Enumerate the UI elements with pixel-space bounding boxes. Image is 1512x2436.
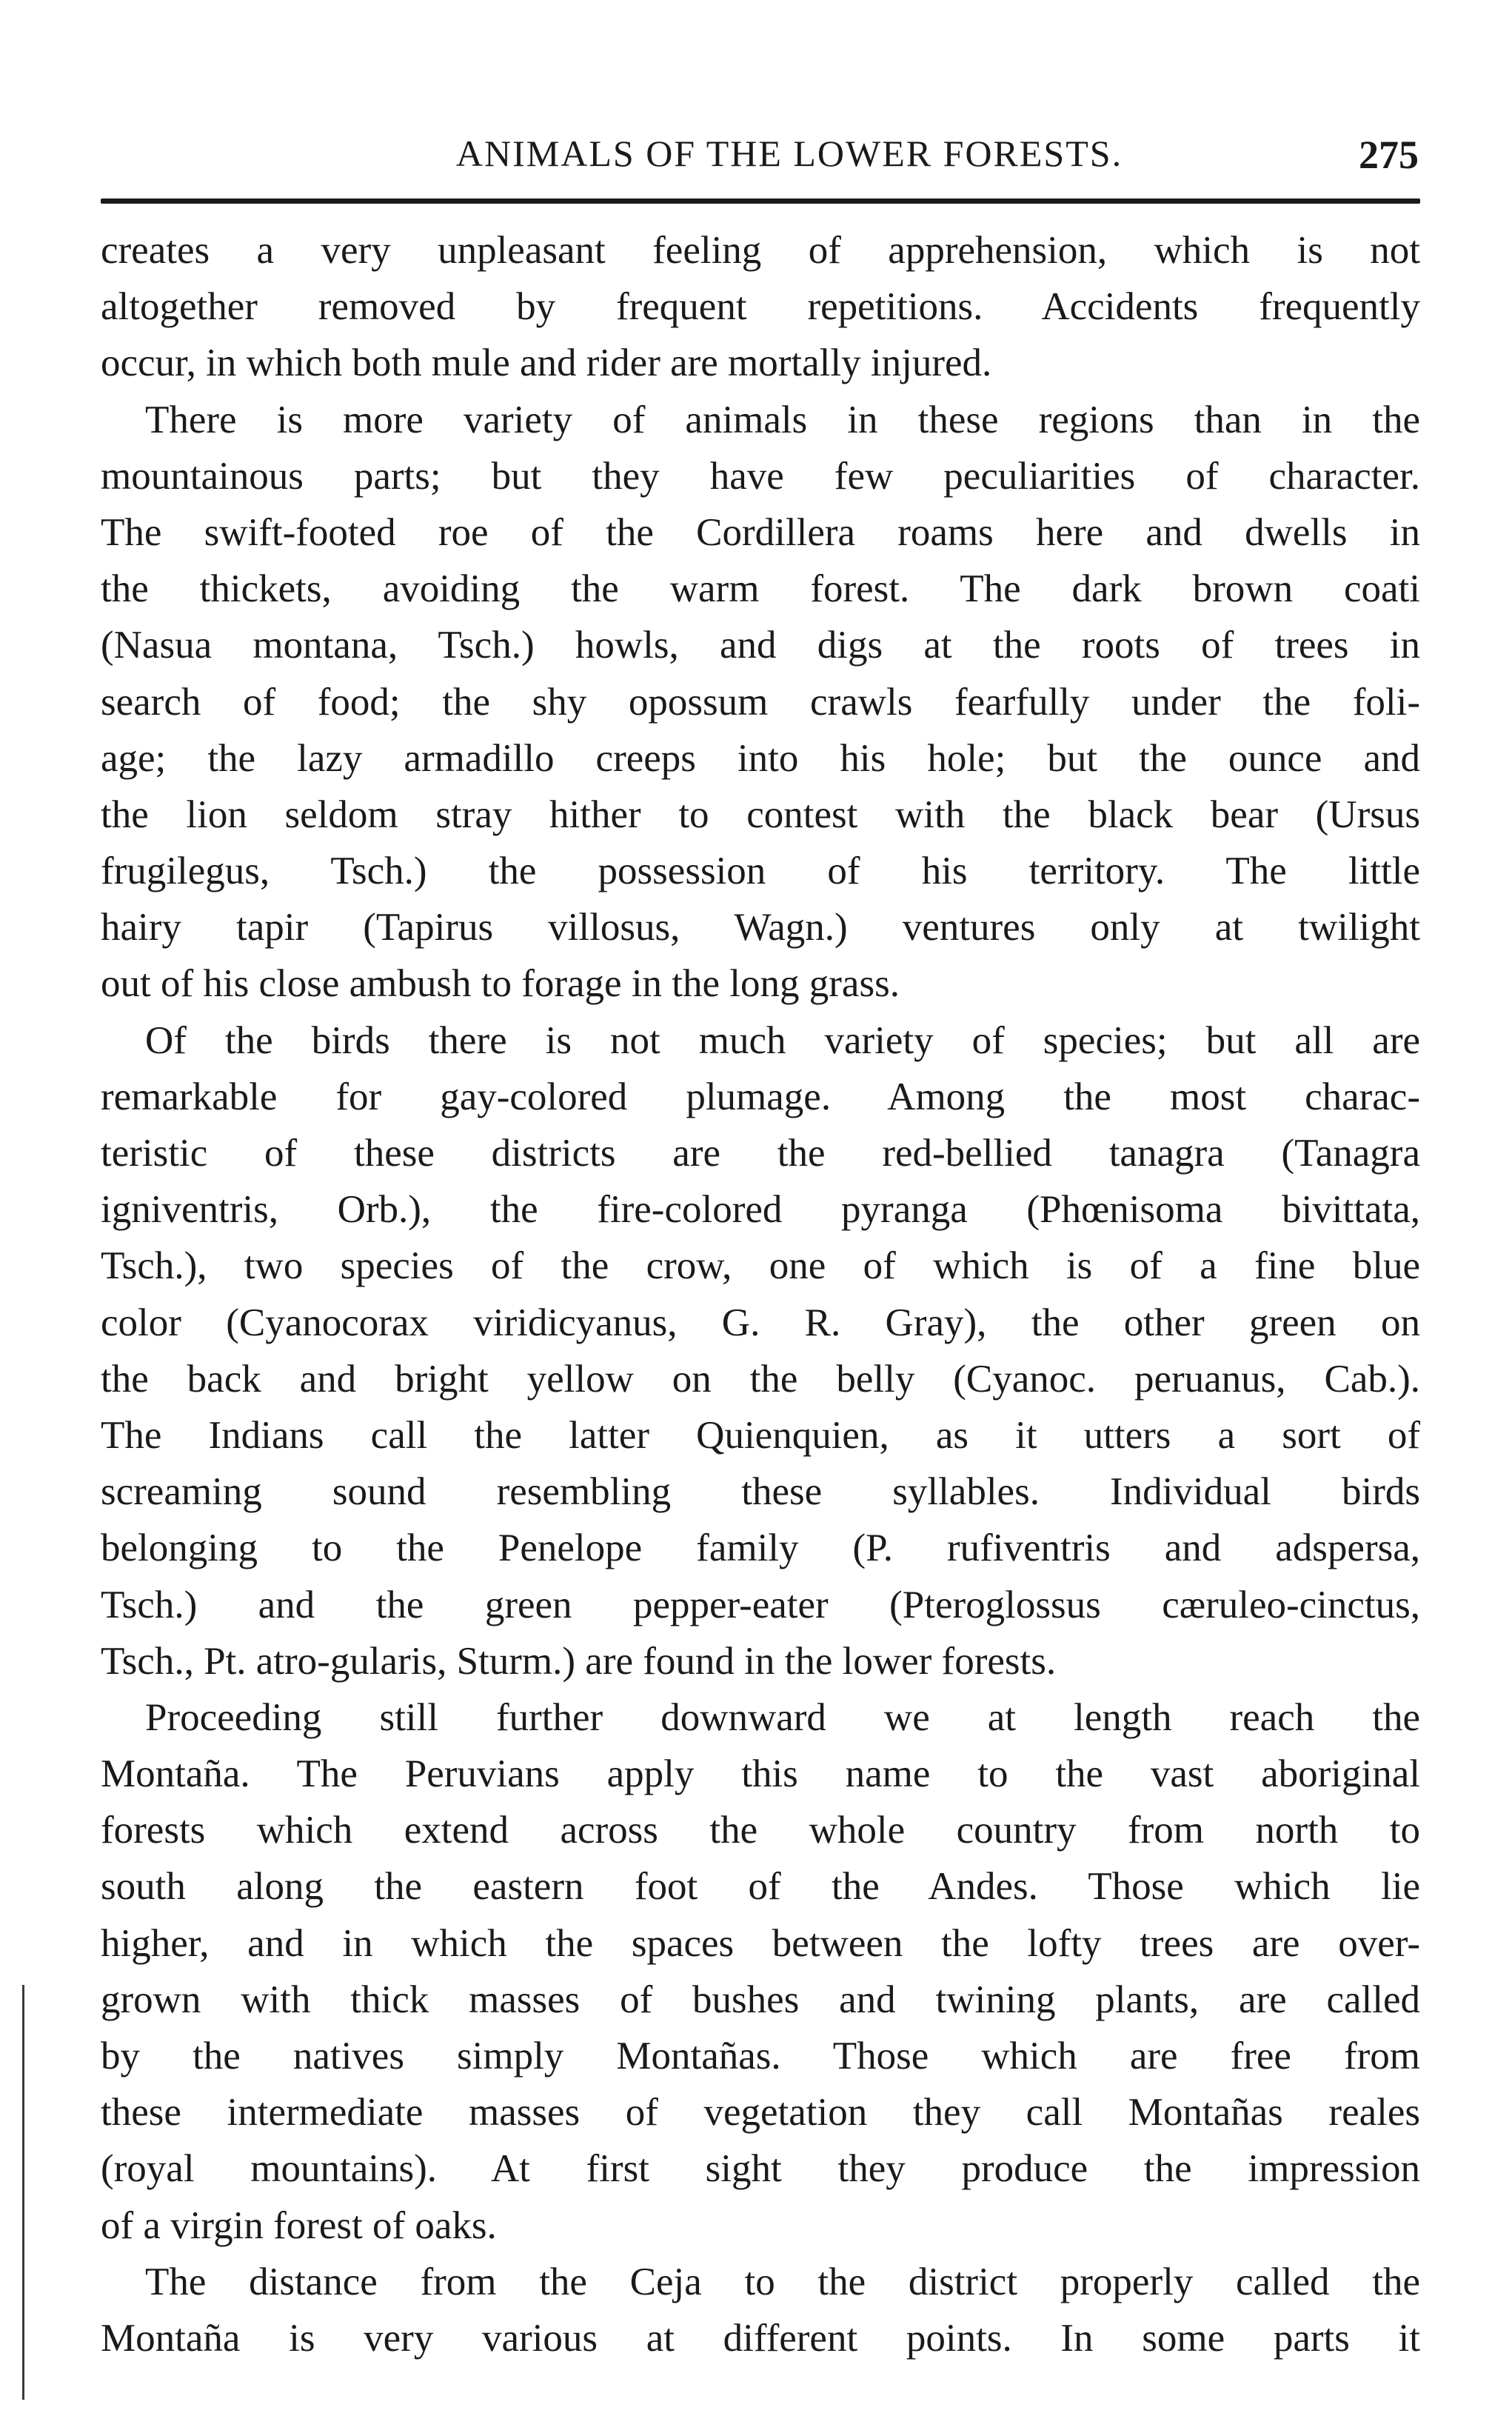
running-head: ANIMALS OF THE LOWER FORESTS. — [455, 133, 1123, 174]
text-line: these intermediate masses of vegetation they call Montañas reales — [101, 2091, 1420, 2135]
text-line: forests which extend across the whole country from north to — [101, 1809, 1420, 1852]
text-line: There is more variety of animals in these regions than in the — [145, 398, 1420, 441]
text-line: (Nasua montana, Tsch.) howls, and digs at the roots of trees in — [101, 624, 1420, 667]
text-line: The distance from the Ceja to the district properly called the — [145, 2260, 1420, 2303]
text-line: south along the eastern foot of the Andes. Those which lie — [101, 1865, 1420, 1909]
page-header — [101, 132, 1426, 184]
text-line: altogether removed by frequent repetitions. Accidents frequently — [101, 285, 1420, 329]
text-line: age; the lazy armadillo creeps into his hole; but the ounce and — [101, 736, 1420, 780]
text-line: Tsch., Pt. atro-gularis, Sturm.) are found in the lower forests. — [101, 1639, 1057, 1683]
text-line: Proceeding still further downward we at length reach the — [145, 1695, 1420, 1739]
text-line: Montaña. The Peruvians apply this name to the vast aboriginal — [101, 1752, 1420, 1796]
header-rule — [101, 198, 1420, 204]
text-line: mountainous parts; but they have few peculiarities of character. — [101, 454, 1420, 498]
text-line: search of food; the shy opossum crawls fearfully under the foli- — [101, 680, 1420, 724]
page-edge-mark — [22, 1985, 24, 2400]
body-text — [101, 222, 1420, 2366]
text-line: frugilegus, Tsch.) the possession of his territory. The little — [101, 850, 1420, 893]
text-line: Montaña is very various at different points. In some parts it — [101, 2316, 1420, 2360]
text-line: screaming sound resembling these syllables. Individual birds — [101, 1470, 1420, 1514]
text-line: by the natives simply Montañas. Those which are free from — [101, 2035, 1420, 2078]
text-line: hairy tapir (Tapirus villosus, Wagn.) ventures only at twilight — [101, 906, 1420, 950]
text-line: igniventris, Orb.), the fire-colored pyranga (Phœnisoma bivittata, — [101, 1188, 1420, 1232]
text-line: the thickets, avoiding the warm forest. The dark brown coati — [101, 567, 1420, 611]
text-line: color (Cyanocorax viridicyanus, G. R. Gray), the other green on — [101, 1301, 1420, 1344]
text-line: Tsch.) and the green pepper-eater (Pteroglossus cæruleo-cinctus, — [101, 1583, 1420, 1626]
text-line: (royal mountains). At first sight they produce the impression — [101, 2147, 1420, 2191]
text-line: The Indians call the latter Quienquien, as it utters a sort of — [101, 1413, 1420, 1457]
text-line: occur, in which both mule and rider are mortally injured. — [101, 341, 992, 385]
text-line: teristic of these districts are the red-bellied tanagra (Tanagra — [101, 1132, 1420, 1175]
text-line: remarkable for gay-colored plumage. Among the most charac- — [101, 1075, 1420, 1118]
text-line: the lion seldom stray hither to contest with the black bear (Ursus — [101, 792, 1420, 836]
text-line: of a virgin forest of oaks. — [101, 2203, 497, 2247]
text-line: grown with thick masses of bushes and twining plants, are called — [101, 1978, 1420, 2021]
text-line: creates a very unpleasant feeling of apprehension, which is not — [101, 229, 1420, 272]
text-line: the back and bright yellow on the belly (Cyanoc. peruanus, Cab.). — [101, 1357, 1420, 1401]
page-number: 275 — [1359, 133, 1419, 177]
text-line: Of the birds there is not much variety of species; but all are — [145, 1018, 1420, 1062]
text-line: belonging to the Penelope family (P. rufiventris and adspersa, — [101, 1526, 1420, 1570]
text-line: Tsch.), two species of the crow, one of which is of a fine blue — [101, 1244, 1420, 1288]
text-line: The swift-footed roe of the Cordillera roams here and dwells in — [101, 510, 1420, 554]
text-line: higher, and in which the spaces between the lofty trees are over- — [101, 1921, 1420, 1965]
text-line: out of his close ambush to forage in the long grass. — [101, 962, 900, 1006]
